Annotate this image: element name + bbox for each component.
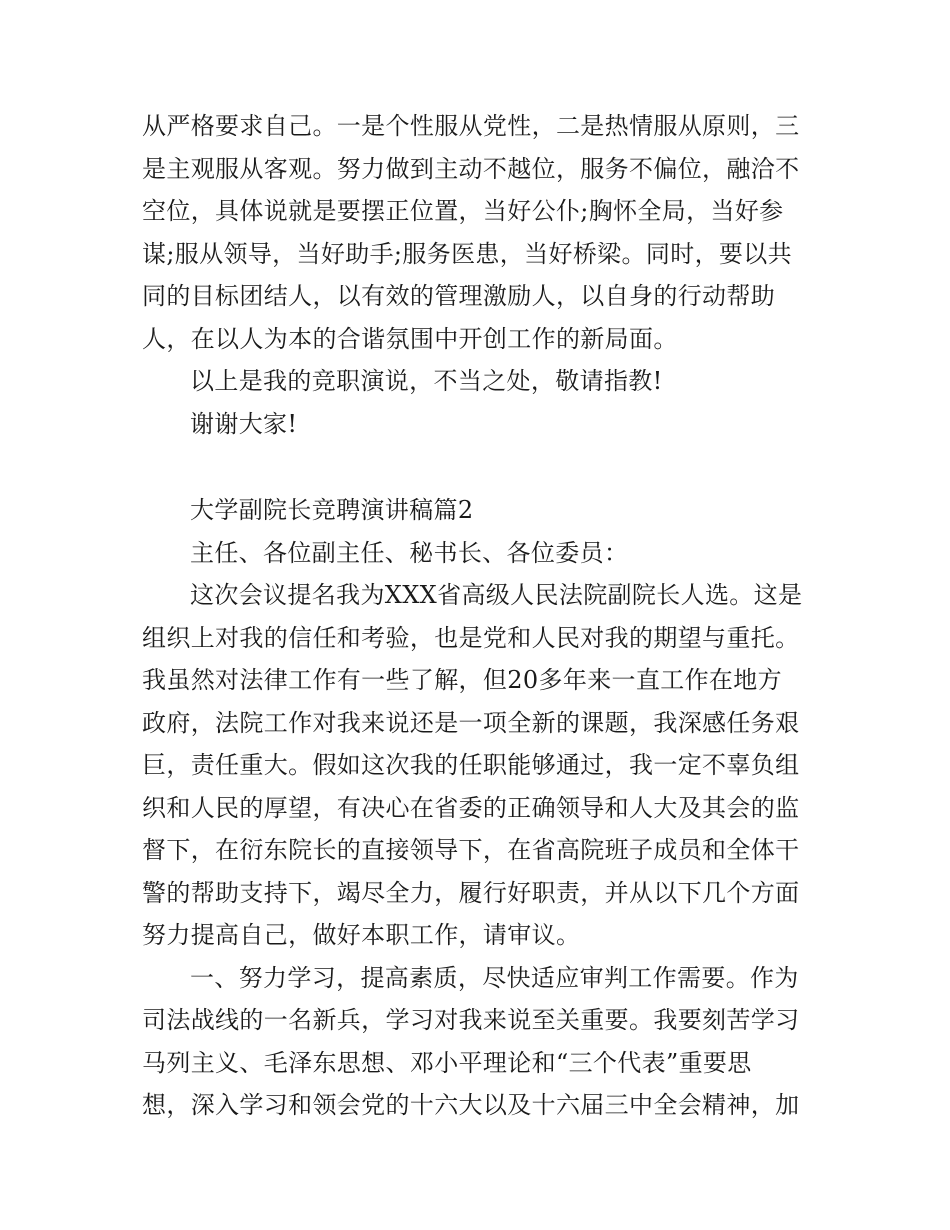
text-line: 是主观服从客观。努力做到主动不越位，服务不偏位，融洽不: [142, 154, 800, 183]
text-line: 警的帮助支持下，竭尽全力，履行好职责，并从以下几个方面: [142, 878, 800, 907]
closing-line: 以上是我的竞职演说，不当之处，敬请指教!: [190, 367, 663, 395]
speech-continuation: [142, 105, 822, 445]
text-line: 马列主义、毛泽东思想、邓小平理论和“三个代表”重要思: [142, 1048, 752, 1077]
text-line: 从严格要求自己。一是个性服从党性，二是热情服从原则，三: [142, 112, 800, 140]
text-line: 谋;服从领导，当好助手;服务医患，当好桥梁。同时，要以共: [142, 239, 792, 268]
text-line: 巨，责任重大。假如这次我的任职能够通过，我一定不辜负组: [142, 751, 800, 779]
thanks-line: 谢谢大家!: [190, 409, 298, 438]
text-line: 司法战线的一名新兵，学习对我来说至关重要。我要刻苦学习: [142, 1006, 800, 1034]
text-line: 空位，具体说就是要摆正位置，当好公仆;胸怀全局，当好参: [142, 197, 784, 225]
salutation: 主任、各位副主任、秘书长、各位委员：: [190, 538, 629, 567]
text-line: 想，深入学习和领会党的十六大以及十六届三中全会精神，加: [142, 1091, 800, 1119]
text-line: 织和人民的厚望，有决心在省委的正确领导和人大及其会的监: [142, 793, 800, 822]
text-line: 人，在以人为本的合谐氛围中开创工作的新局面。: [142, 324, 678, 353]
text-line: 一、努力学习，提高素质，尽快适应审判工作需要。作为: [190, 963, 799, 992]
text-line: 这次会议提名我为XXX省高级人民法院副院长人选。这是: [190, 581, 803, 609]
text-line: 组织上对我的信任和考验，也是党和人民对我的期望与重托。: [142, 623, 800, 652]
text-line: 同的目标团结人，以有效的管理激励人，以自身的行动帮助: [142, 282, 776, 310]
text-line: 督下，在衍东院长的直接领导下，在省高院班子成员和全体干: [142, 836, 800, 864]
text-line: 努力提高自己，做好本职工作，请审议。: [142, 921, 581, 949]
section-title: 大学副院长竞聘演讲稿篇2: [190, 496, 474, 524]
text-line: 政府，法院工作对我来说还是一项全新的课题，我深感任务艰: [142, 708, 800, 737]
text-line: 我虽然对法律工作有一些了解，但20多年来一直工作在地方: [142, 666, 782, 694]
speech-2: [142, 489, 822, 1127]
